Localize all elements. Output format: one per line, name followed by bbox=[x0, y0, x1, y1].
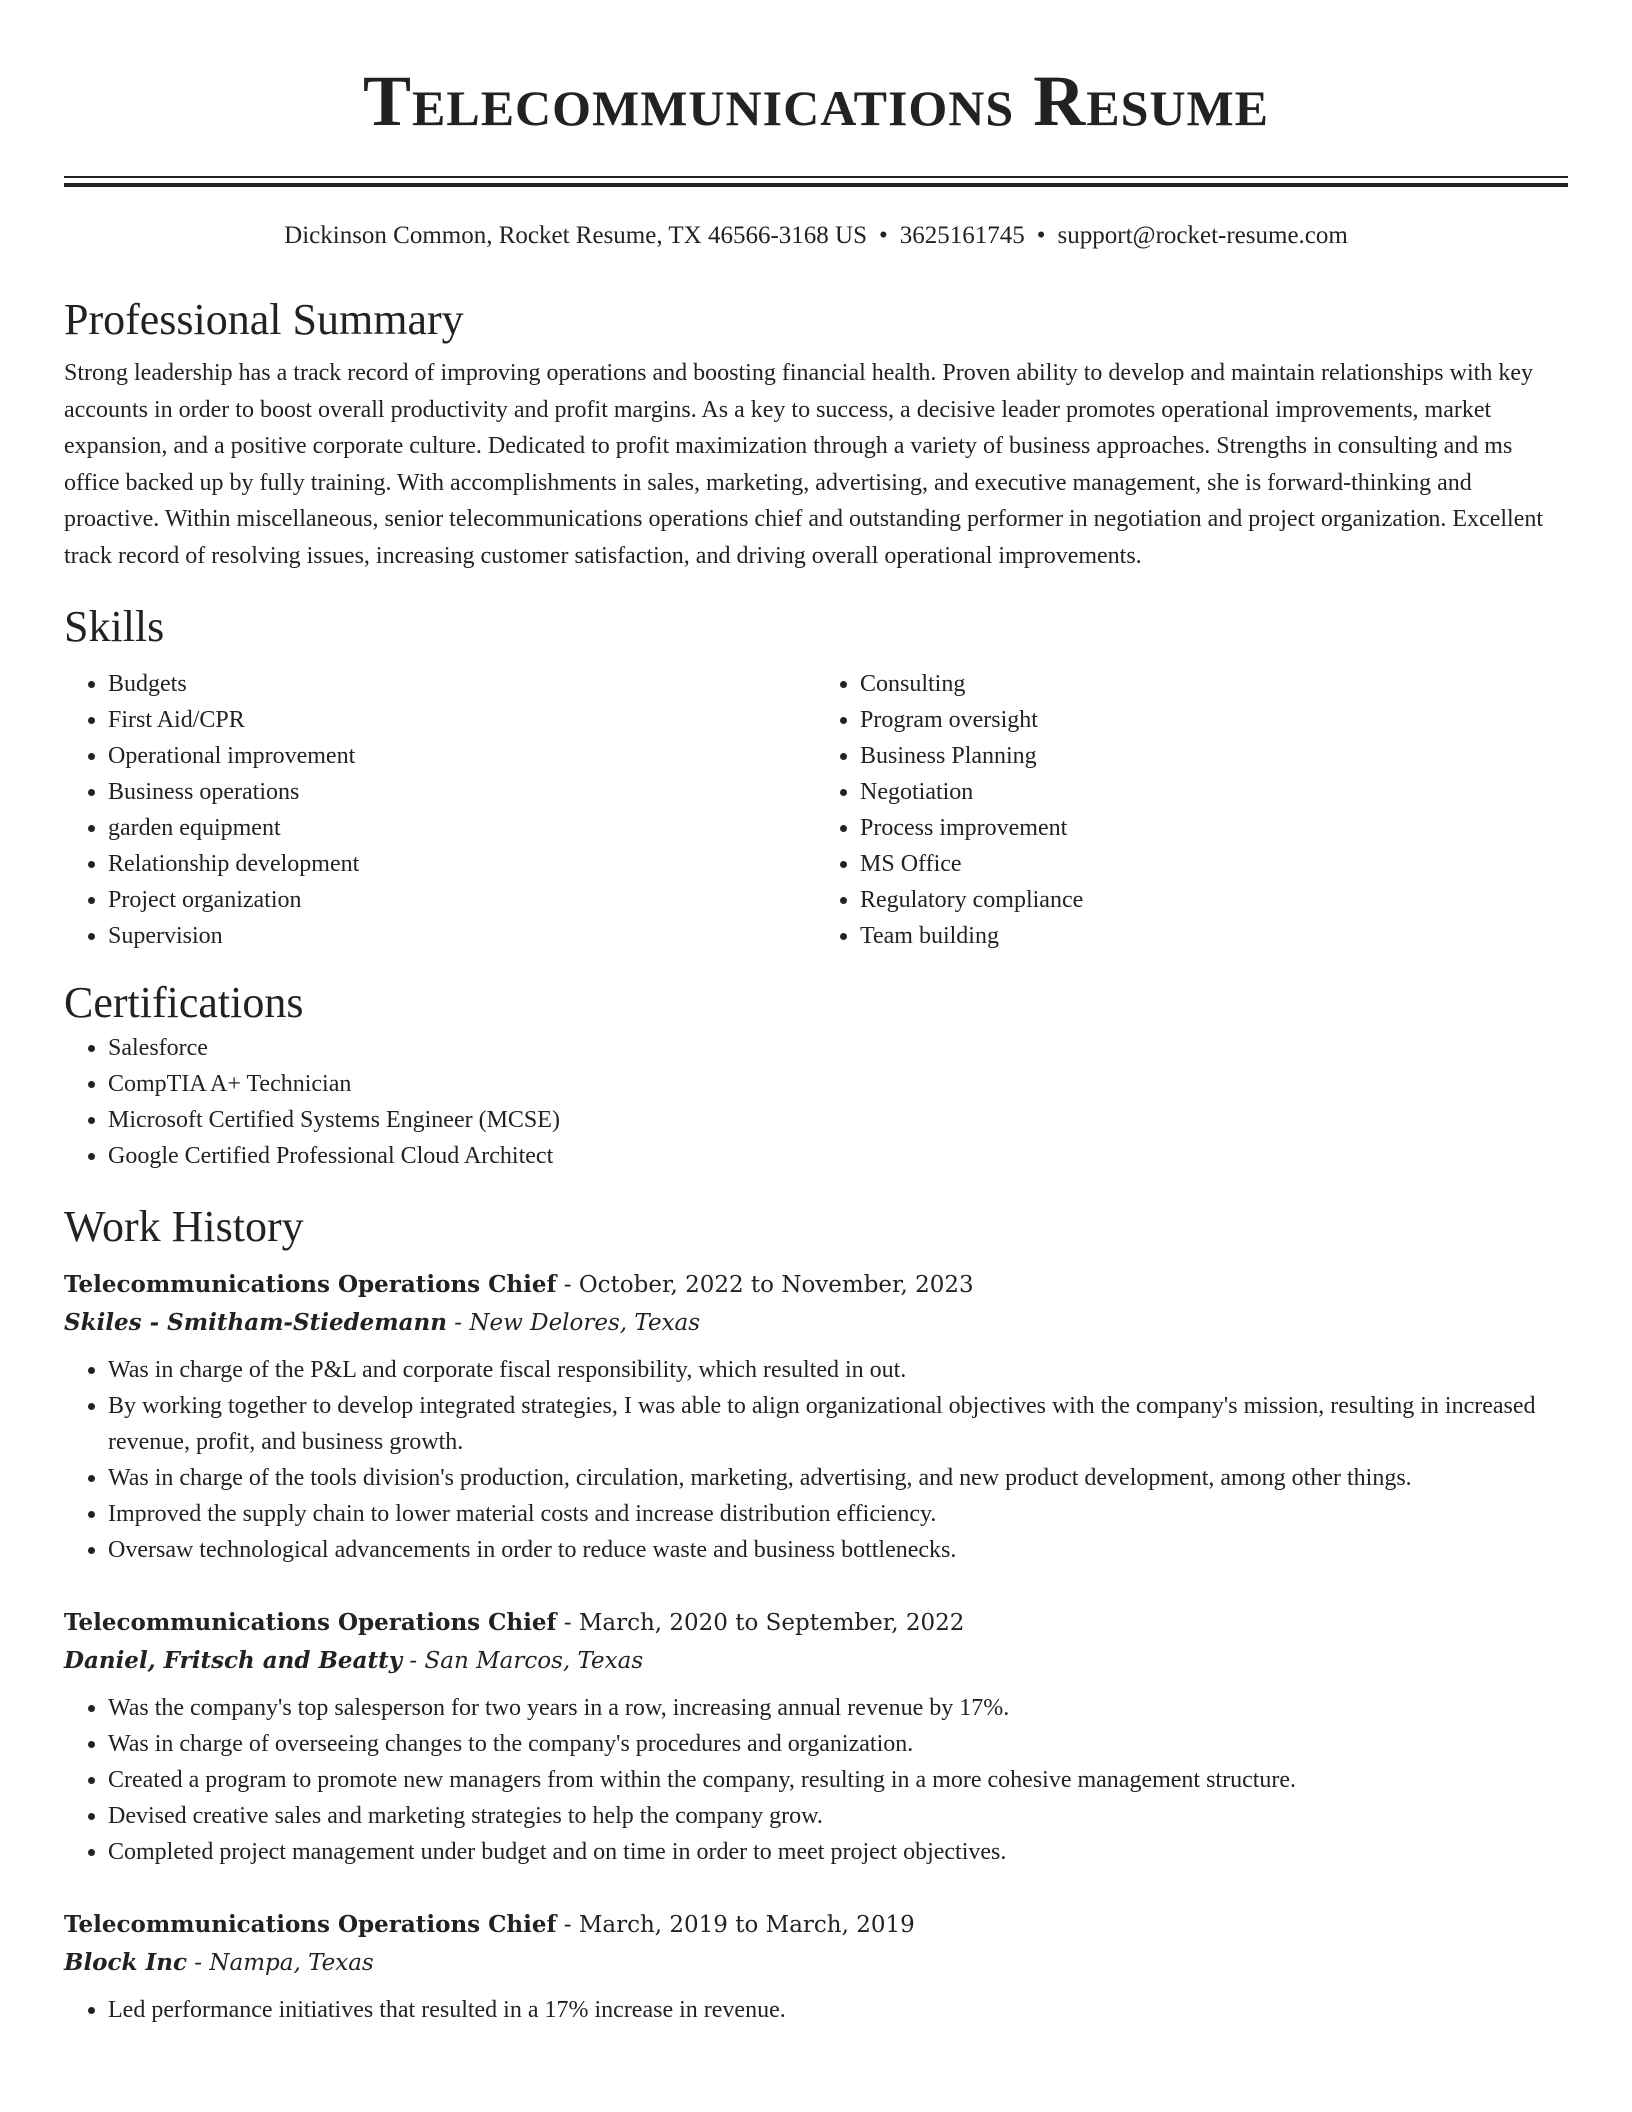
skill-item: • Supervision bbox=[108, 918, 816, 954]
skill-item: • Budgets bbox=[108, 666, 816, 702]
job-title: Telecommunications Operations Chief bbox=[64, 1609, 557, 1636]
skill-item: • garden equipment bbox=[108, 810, 816, 846]
certification-item: • Google Certified Professional Cloud Architect bbox=[108, 1138, 1568, 1174]
job-bullets bbox=[64, 1690, 1568, 1870]
contact-separator: • bbox=[1036, 222, 1046, 249]
job-bullet: • Was in charge of the P&L and corporate fiscal responsibility, which resulted in out. bbox=[108, 1352, 1568, 1388]
job-bullet: • Completed project management under budget and on time in order to meet project objectives. bbox=[108, 1834, 1568, 1870]
job-bullet: • Was in charge of the tools division's production, circulation, marketing, advertising, and new product development, among other things. bbox=[108, 1460, 1568, 1496]
resume-title: Telecommunications Resume bbox=[362, 61, 1270, 141]
job-bullet: • Improved the supply chain to lower material costs and increase distribution efficiency. bbox=[108, 1496, 1568, 1532]
contact-email: support@rocket-resume.com bbox=[1057, 222, 1348, 249]
job-company-line bbox=[64, 1306, 1568, 1340]
contact-line bbox=[64, 219, 1568, 253]
title-divider-thick bbox=[64, 183, 1568, 187]
job-entry bbox=[64, 1606, 1568, 1870]
summary-heading: Professional Summary bbox=[64, 295, 464, 344]
job-location: New Delores, Texas bbox=[469, 1310, 701, 1336]
skills-heading: Skills bbox=[64, 602, 165, 651]
skill-item: • First Aid/CPR bbox=[108, 702, 816, 738]
job-company: Skiles - Smitham-Stiedemann bbox=[64, 1309, 447, 1336]
job-bullet: • Devised creative sales and marketing strategies to help the company grow. bbox=[108, 1798, 1568, 1834]
job-company-line bbox=[64, 1644, 1568, 1678]
contact-separator: • bbox=[879, 222, 888, 249]
job-dates: March, 2019 to March, 2019 bbox=[578, 1912, 915, 1938]
job-bullet: • Created a program to promote new managers from within the company, resulting in a more cohesive management structure. bbox=[108, 1762, 1568, 1798]
skill-item: • Business Planning bbox=[860, 738, 1568, 774]
job-title: Telecommunications Operations Chief bbox=[64, 1911, 557, 1938]
skill-item: • Project organization bbox=[108, 882, 816, 918]
skill-item: • Operational improvement bbox=[108, 738, 816, 774]
certification-item: • Microsoft Certified Systems Engineer (MCSE) bbox=[108, 1102, 1568, 1138]
job-entry bbox=[64, 1268, 1568, 1568]
job-bullet: • Was in charge of overseeing changes to the company's procedures and organization. bbox=[108, 1726, 1568, 1762]
job-title-line bbox=[64, 1606, 1568, 1640]
contact-address: Dickinson Common, Rocket Resume, TX 46566-3168 US bbox=[284, 222, 868, 249]
job-dash: - bbox=[402, 1648, 425, 1674]
job-bullet: • Oversaw technological advancements in order to reduce waste and business bottlenecks. bbox=[108, 1532, 1568, 1568]
job-bullets bbox=[64, 1992, 1568, 2028]
job-dash: - bbox=[556, 1272, 579, 1298]
job-bullet: • By working together to develop integrated strategies, I was able to align organizational objectives with the company's mission, resulting in increased revenue, profit, and business growth. bbox=[108, 1388, 1568, 1460]
job-entry bbox=[64, 1908, 1568, 2028]
job-bullets bbox=[64, 1352, 1568, 1568]
skills-list-right bbox=[816, 666, 1568, 954]
skill-item: • Team building bbox=[860, 918, 1568, 954]
skill-item: • Relationship development bbox=[108, 846, 816, 882]
certifications-heading: Certifications bbox=[64, 978, 304, 1027]
job-title: Telecommunications Operations Chief bbox=[64, 1271, 557, 1298]
job-location: Nampa, Texas bbox=[209, 1950, 374, 1976]
job-dash: - bbox=[556, 1912, 579, 1938]
job-dash: - bbox=[446, 1310, 470, 1336]
skill-item: • Program oversight bbox=[860, 702, 1568, 738]
job-company-line bbox=[64, 1946, 1568, 1980]
certification-item: • CompTIA A+ Technician bbox=[108, 1066, 1568, 1102]
job-dates: March, 2020 to September, 2022 bbox=[578, 1610, 965, 1636]
skill-item: • Process improvement bbox=[860, 810, 1568, 846]
job-dash: - bbox=[186, 1950, 210, 1976]
job-company: Block Inc bbox=[64, 1949, 187, 1976]
job-dates: October, 2022 to November, 2023 bbox=[578, 1272, 974, 1298]
title-divider-thin bbox=[64, 176, 1568, 178]
skill-item: • MS Office bbox=[860, 846, 1568, 882]
job-title-line bbox=[64, 1908, 1568, 1942]
job-title-line bbox=[64, 1268, 1568, 1302]
job-bullet: • Was the company's top salesperson for two years in a row, increasing annual revenue by 17%. bbox=[108, 1690, 1568, 1726]
skills-grid bbox=[64, 666, 1568, 954]
certification-item: • Salesforce bbox=[108, 1030, 1568, 1066]
skill-item: • Consulting bbox=[860, 666, 1568, 702]
contact-phone: 3625161745 bbox=[899, 222, 1025, 249]
skill-item: • Business operations bbox=[108, 774, 816, 810]
job-company: Daniel, Fritsch and Beatty bbox=[64, 1647, 403, 1674]
job-location: San Marcos, Texas bbox=[424, 1648, 644, 1674]
certifications-list bbox=[64, 1030, 1568, 1174]
job-bullet: • Led performance initiatives that resulted in a 17% increase in revenue. bbox=[108, 1992, 1568, 2028]
job-dash: - bbox=[556, 1610, 579, 1636]
skills-list-left bbox=[64, 666, 816, 954]
skill-item: • Negotiation bbox=[860, 774, 1568, 810]
summary-text: Strong leadership has a track record of improving operations and boosting financial health. Proven ability to develop and maintain relationships with key accounts in order to boost overall productivity and profit margins. As a key to success, a decisive leader promotes operational improvements, market expansion, and a positive corporate culture. Dedicated to profit maximization through a variety of business approaches. Strengths in consulting and ms office backed up by fully training. With accomplishments in sales, marketing, advertising, and executive management, she is forward-thinking and proactive. Within miscellaneous, senior telecommunications operations chief and outstanding performer in negotiation and project organization. Excellent track record of resolving issues, increasing customer satisfaction, and driving overall operational improvements. bbox=[64, 360, 1544, 569]
skill-item: • Regulatory compliance bbox=[860, 882, 1568, 918]
work-history-heading: Work History bbox=[64, 1202, 304, 1251]
resume-page bbox=[64, 0, 1568, 2028]
